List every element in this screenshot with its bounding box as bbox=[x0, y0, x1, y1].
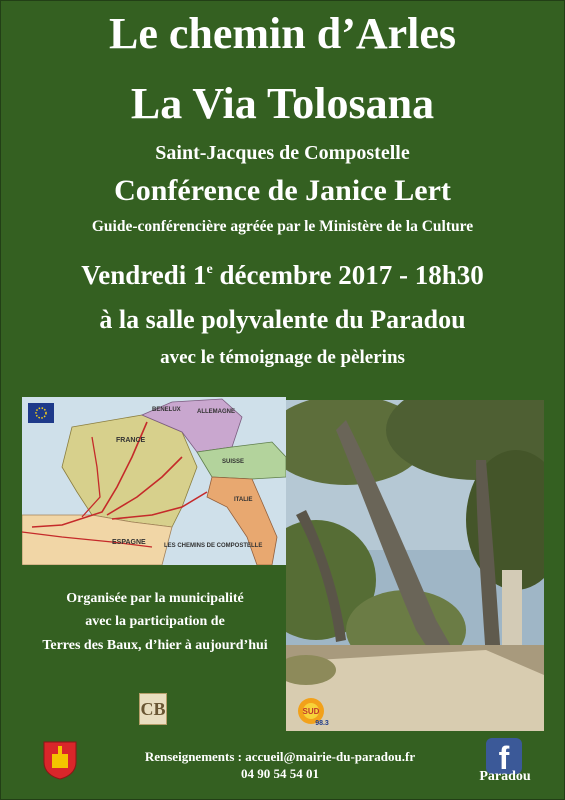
paradou-coat-of-arms bbox=[42, 740, 78, 780]
facebook-icon[interactable]: f bbox=[486, 738, 522, 774]
event-testimony: avec le témoignage de pèlerins bbox=[160, 347, 405, 368]
map-country-espagne: ESPAGNE bbox=[112, 539, 146, 546]
map-country-france: FRANCE bbox=[116, 437, 146, 444]
event-date-prefix: Vendredi 1 bbox=[81, 260, 207, 290]
map-country-italie: ITALIE bbox=[234, 497, 253, 503]
map-country-allemagne: ALLEMAGNE bbox=[197, 409, 235, 415]
title-line-2: La Via Tolosana bbox=[130, 79, 435, 128]
pine-trees-photo bbox=[286, 400, 544, 731]
map-country-benelux: BENELUX bbox=[152, 407, 181, 413]
guide-credentials: Guide-conférencière agréée par le Ministère de la Culture bbox=[91, 218, 474, 235]
terres-des-baux-logo: CB bbox=[139, 693, 167, 725]
title-line-1: Le chemin d’Arles bbox=[108, 9, 457, 58]
event-venue: à la salle polyvalente du Paradou bbox=[99, 305, 466, 334]
organiser-line-1: Organisée par la municipalité bbox=[66, 591, 244, 606]
map-caption: LES CHEMINS DE COMPOSTELLE bbox=[164, 543, 263, 549]
facebook-label: Paradou bbox=[479, 769, 531, 784]
subtitle: Saint-Jacques de Compostelle bbox=[155, 142, 410, 164]
event-date bbox=[0, 260, 565, 291]
event-date-sup: e bbox=[206, 262, 213, 277]
contact-email-line: Renseignements : accueil@mairie-du-paradou.fr bbox=[144, 749, 416, 764]
radio-sud-frequency: 98.3 bbox=[315, 720, 329, 727]
contact-phone: 04 90 54 54 01 bbox=[241, 766, 319, 781]
radio-sud-name: SUD bbox=[302, 707, 320, 716]
organiser-line-3: Terres des Baux, d’hier à aujourd’hui bbox=[42, 638, 268, 653]
event-date-rest: décembre 2017 - 18h30 bbox=[212, 260, 484, 290]
organiser-line-2: avec la participation de bbox=[85, 614, 225, 629]
compostela-routes-map bbox=[22, 397, 286, 565]
map-country-suisse: SUISSE bbox=[222, 459, 245, 465]
radio-sud-logo bbox=[289, 697, 333, 727]
conference-title: Conférence de Janice Lert bbox=[114, 174, 451, 207]
